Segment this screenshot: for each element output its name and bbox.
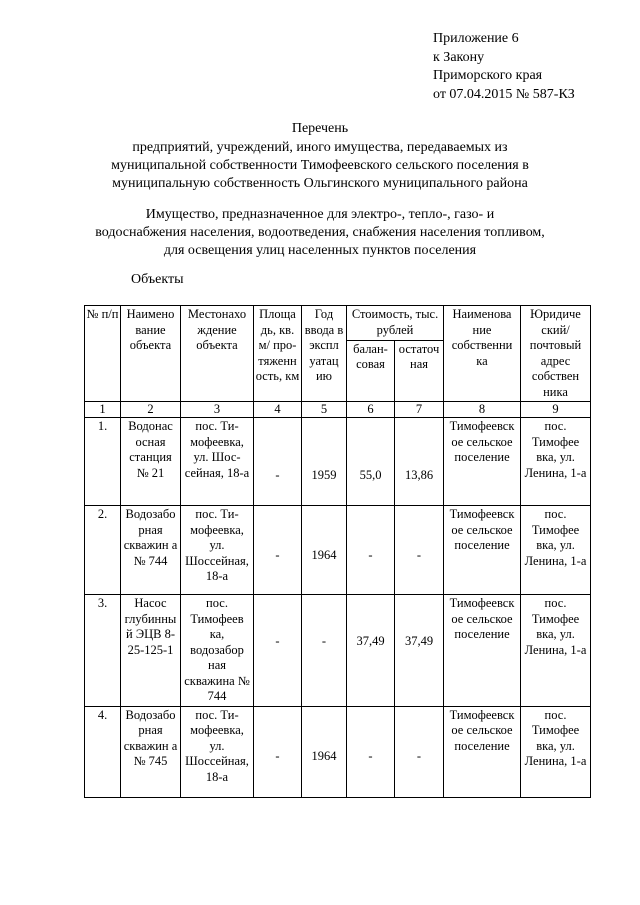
header-address: Юридиче ский/ почтовый адрес собствен ника bbox=[521, 306, 591, 402]
cell-location: пос. Ти- мофеевка, ул. Шоссейная, 18-а bbox=[181, 706, 254, 797]
cell-location: пос. Тимофеев ка, водозабор ная скважина № 744 bbox=[181, 595, 254, 707]
cell-num: 1. bbox=[85, 418, 121, 506]
cell-residual: - bbox=[395, 506, 444, 595]
cell-year: 1964 bbox=[302, 506, 347, 595]
cell-location: пос. Ти- мофеевка, ул. Шоссейная, 18-а bbox=[181, 506, 254, 595]
title-line: предприятий, учреждений, иного имущества, передаваемых из bbox=[132, 140, 508, 155]
property-table bbox=[84, 305, 591, 798]
cell-year: - bbox=[302, 595, 347, 707]
cell-area: - bbox=[254, 706, 302, 797]
cell-residual: 37,49 bbox=[395, 595, 444, 707]
cell-balance: - bbox=[347, 506, 395, 595]
appendix-line: к Закону bbox=[433, 49, 485, 65]
cell-address: пос. Тимофее вка, ул. Ленина, 1-а bbox=[521, 595, 591, 707]
subtitle-line: для освещения улиц населенных пунктов поселения bbox=[163, 243, 477, 258]
header-year: Год ввода в экспл уатац ию bbox=[302, 306, 347, 402]
cell-balance: 55,0 bbox=[347, 418, 395, 506]
table-row bbox=[85, 706, 591, 797]
appendix-line: Приложение 6 bbox=[433, 31, 519, 46]
header-area: Площа дь, кв. м/ про- тяженн ость, км bbox=[254, 306, 302, 402]
cell-balance: - bbox=[347, 706, 395, 797]
title-line: муниципальную собственность Ольгинского муниципального района bbox=[112, 176, 528, 191]
header-balance: балан- совая bbox=[347, 340, 395, 401]
title-line: муниципальной собственности Тимофеевского сельского поселения в bbox=[111, 158, 529, 173]
cell-balance: 37,49 bbox=[347, 595, 395, 707]
column-number: 7 bbox=[395, 402, 444, 418]
cell-owner: Тимофеевск ое сельское поселение bbox=[444, 595, 521, 707]
cell-year: 1959 bbox=[302, 418, 347, 506]
cell-area: - bbox=[254, 595, 302, 707]
cell-residual: - bbox=[395, 706, 444, 797]
column-number: 6 bbox=[347, 402, 395, 418]
column-number: 2 bbox=[121, 402, 181, 418]
cell-area: - bbox=[254, 506, 302, 595]
cell-area: - bbox=[254, 418, 302, 506]
appendix-reference bbox=[433, 30, 575, 104]
column-number-row bbox=[85, 402, 591, 418]
cell-name: Водонас осная станция № 21 bbox=[121, 418, 181, 506]
header-owner: Наименова ние собственни ка bbox=[444, 306, 521, 402]
cell-owner: Тимофеевск ое сельское поселение bbox=[444, 506, 521, 595]
cell-name: Водозабо рная скважин а № 745 bbox=[121, 706, 181, 797]
header-cost: Стоимость, тыс. рублей bbox=[347, 306, 444, 341]
column-number: 4 bbox=[254, 402, 302, 418]
appendix-line: от 07.04.2015 № 587-КЗ bbox=[433, 86, 575, 102]
table-row bbox=[85, 418, 591, 506]
header-row bbox=[85, 306, 591, 341]
subtitle-line: водоснабжения населения, водоотведения, снабжения населения топливом, bbox=[95, 225, 545, 240]
cell-residual: 13,86 bbox=[395, 418, 444, 506]
cell-address: пос. Тимофее вка, ул. Ленина, 1-а bbox=[521, 418, 591, 506]
cell-address: пос. Тимофее вка, ул. Ленина, 1-а bbox=[521, 506, 591, 595]
table-row bbox=[85, 506, 591, 595]
header-num: № п/п bbox=[85, 306, 121, 402]
header-location: Местонахо ждение объекта bbox=[181, 306, 254, 402]
cell-name: Насос глубинны й ЭЦВ 8- 25-125-1 bbox=[121, 595, 181, 707]
cell-address: пос. Тимофее вка, ул. Ленина, 1-а bbox=[521, 706, 591, 797]
cell-owner: Тимофеевск ое сельское поселение bbox=[444, 706, 521, 797]
column-number: 1 bbox=[85, 402, 121, 418]
cell-name: Водозабо рная скважин а № 744 bbox=[121, 506, 181, 595]
cell-num: 2. bbox=[85, 506, 121, 595]
cell-year: 1964 bbox=[302, 706, 347, 797]
cell-owner: Тимофеевск ое сельское поселение bbox=[444, 418, 521, 506]
cell-location: пос. Ти- мофеевка, ул. Шос- сейная, 18-а bbox=[181, 418, 254, 506]
column-number: 3 bbox=[181, 402, 254, 418]
section-label: Объекты bbox=[131, 272, 184, 287]
header-residual: остаточ ная bbox=[395, 340, 444, 401]
column-number: 9 bbox=[521, 402, 591, 418]
header-name: Наимено вание объекта bbox=[121, 306, 181, 402]
subtitle-line: Имущество, предназначенное для электро-, тепло-, газо- и bbox=[145, 207, 495, 222]
document-title: Перечень bbox=[291, 121, 349, 136]
column-number: 8 bbox=[444, 402, 521, 418]
cell-num: 4. bbox=[85, 706, 121, 797]
appendix-line: Приморского края bbox=[433, 68, 543, 83]
column-number: 5 bbox=[302, 402, 347, 418]
table-row bbox=[85, 595, 591, 707]
cell-num: 3. bbox=[85, 595, 121, 707]
